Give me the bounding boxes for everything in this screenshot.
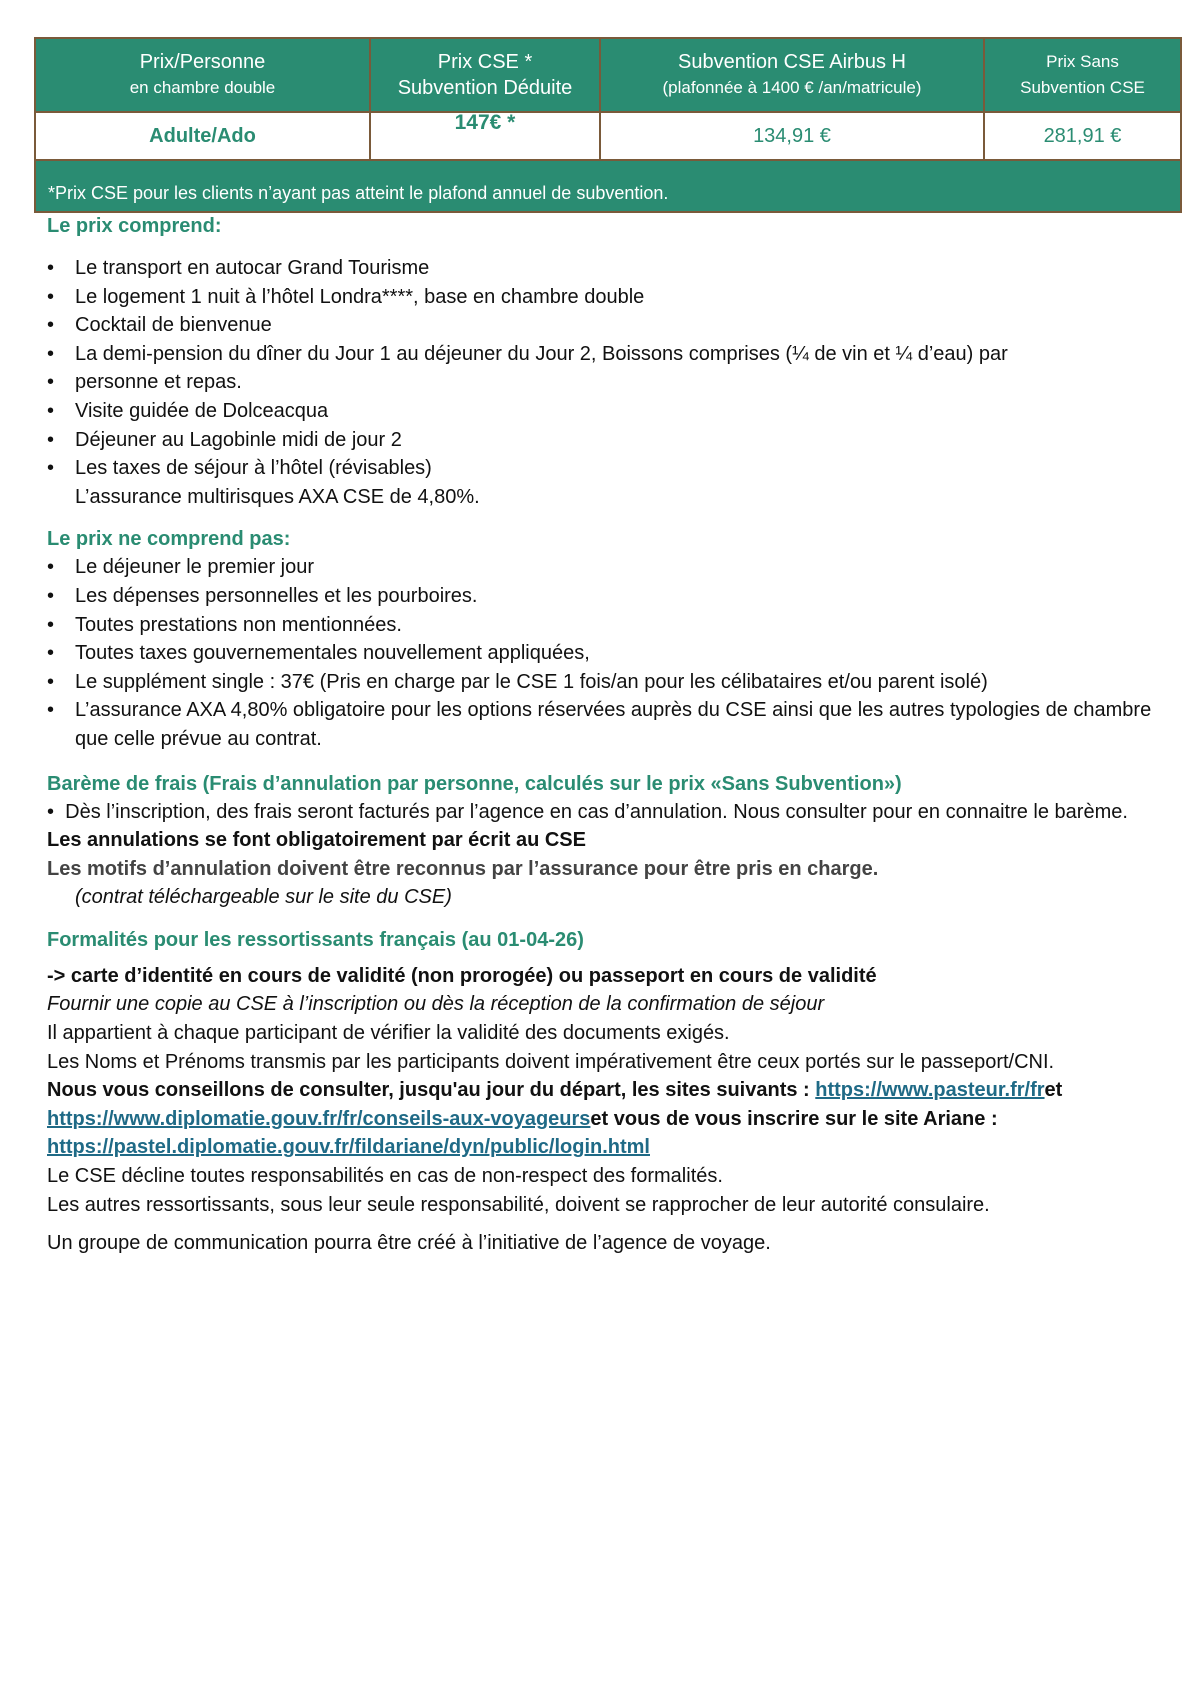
carte-identite: -> carte d’identité en cours de validité (non prorogée) ou passeport en cours de validité [47, 964, 877, 987]
header-prix-sans [984, 38, 1181, 112]
header-prix-personne [35, 38, 370, 112]
motifs-notice: Les motifs d’annulation doivent être reconnus par l’assurance pour être pris en charge. [47, 857, 879, 880]
copie-note: Fournir une copie au CSE à l’inscription ou dès la réception de la confirmation de séjour [47, 993, 825, 1016]
list-item: • La demi-pension du dîner du Jour 1 au déjeuner du Jour 2, Boissons comprises (¼ de vin et ¼ d’eau) par [47, 342, 1008, 365]
bullet: • [47, 800, 66, 823]
prix-cse-value: 147€ * [454, 111, 516, 134]
decline-note: Le CSE décline toutes responsabilités en cas de non-respect des formalités. [47, 1165, 723, 1188]
list-item: • personne et repas. [47, 371, 242, 394]
section-title-bareme: Barème de frais (Frais d’annulation par personne, calculés sur le prix «Sans Subvention») [47, 772, 902, 795]
list-item: • Toutes prestations non mentionnées. [47, 613, 402, 636]
row-label: Adulte/Ado [35, 112, 370, 160]
list-item: • Le déjeuner le premier jour [47, 556, 315, 579]
cell-prix-cse [370, 112, 600, 160]
header-subline: Subvention Déduite [397, 77, 573, 99]
header-line: Prix CSE * [437, 51, 533, 73]
header-prix-cse [370, 38, 600, 112]
list-item: • Toutes taxes gouvernementales nouvellement appliquées, [47, 642, 590, 665]
list-comprend [47, 254, 1167, 483]
autres-note: Les autres ressortissants, sous leur seule responsabilité, doivent se rapprocher de leur autorité consulaire. [47, 1193, 990, 1216]
list-ne-comprend [47, 553, 1167, 753]
comprend-extra: L’assurance multirisques AXA CSE de 4,80%. [75, 485, 480, 508]
annulation-notice: Les annulations se font obligatoirement par écrit au CSE [47, 829, 586, 852]
conseil-paragraph: Nous vous conseillons de consulter, jusqu'au jour du départ, les sites suivants : https://www.pasteur.fr/fret https://www.diplomatie.gouv.fr/fr/conseils-aux-voyageurset vous de vous inscrire sur le site Ariane : https://pastel.diplomatie.gouv.fr/fildariane/dyn/public/login.html [47, 1079, 1063, 1159]
header-subline: en chambre double [129, 78, 276, 97]
link-ariane[interactable]: https://pastel.diplomatie.gouv.fr/fildariane/dyn/public/login.html [47, 1136, 650, 1159]
price-table [34, 37, 1182, 213]
link-pasteur[interactable]: https://www.pasteur.fr/fr [815, 1079, 1045, 1102]
header-subline: (plafonnée à 1400 € /an/matricule) [662, 78, 922, 97]
section-title-formalites: Formalités pour les ressortissants français (au 01-04-26) [47, 928, 584, 951]
table-footnote: *Prix CSE pour les clients n’ayant pas atteint le plafond annuel de subvention. [35, 160, 1181, 212]
list-item: • Cocktail de bienvenue [47, 314, 272, 337]
header-line: Prix Sans [1046, 52, 1119, 71]
list-item: • Le logement 1 nuit à l’hôtel Londra****, base en chambre double [47, 285, 645, 308]
groupe-note: Un groupe de communication pourra être créé à l’initiative de l’agence de voyage. [47, 1232, 771, 1255]
header-line: Prix/Personne [139, 51, 266, 73]
link-diplomatie[interactable]: https://www.diplomatie.gouv.fr/fr/conseils-aux-voyageurs [47, 1107, 591, 1130]
bareme-text: • Dès l’inscription, des frais seront facturés par l’agence en cas d’annulation. Nous consulter pour en connaitre le barème. [47, 800, 1128, 823]
list-item: • Déjeuner au Lagobinle midi de jour 2 [47, 428, 402, 451]
section-title-comprend: Le prix comprend: [47, 215, 222, 237]
list-item: • Les dépenses personnelles et les pourboires. [47, 584, 478, 607]
table-header-row [35, 38, 1181, 112]
contrat-note: (contrat téléchargeable sur le site du CSE) [75, 886, 452, 909]
verifier-note: Il appartient à chaque participant de vérifier la validité des documents exigés. [47, 1022, 730, 1045]
document-body [47, 212, 1167, 1258]
noms-note: Les Noms et Prénoms transmis par les participants doivent impérativement être ceux portés sur le passeport/CNI. [47, 1050, 1055, 1073]
list-item: • L’assurance AXA 4,80% obligatoire pour les options réservées auprès du CSE ainsi que les autres typologies de chambre que celle prévue au contrat. [47, 699, 1152, 750]
cell-subvention: 134,91 € [600, 112, 984, 160]
table-row [35, 112, 1181, 160]
header-line: Subvention CSE Airbus H [678, 51, 906, 73]
header-subvention [600, 38, 984, 112]
section-title-ne-comprend: Le prix ne comprend pas: [47, 528, 291, 551]
list-item: • Le transport en autocar Grand Tourisme [47, 257, 430, 279]
list-item: • Visite guidée de Dolceacqua [47, 399, 329, 422]
list-item: • Les taxes de séjour à l’hôtel (révisables) [47, 457, 432, 480]
list-item: • Le supplément single : 37€ (Pris en charge par le CSE 1 fois/an pour les célibataires et/ou parent isolé) [47, 670, 988, 693]
header-subline: Subvention CSE [1020, 78, 1145, 97]
cell-prix-sans: 281,91 € [984, 112, 1181, 160]
table-footnote-row [35, 160, 1181, 212]
